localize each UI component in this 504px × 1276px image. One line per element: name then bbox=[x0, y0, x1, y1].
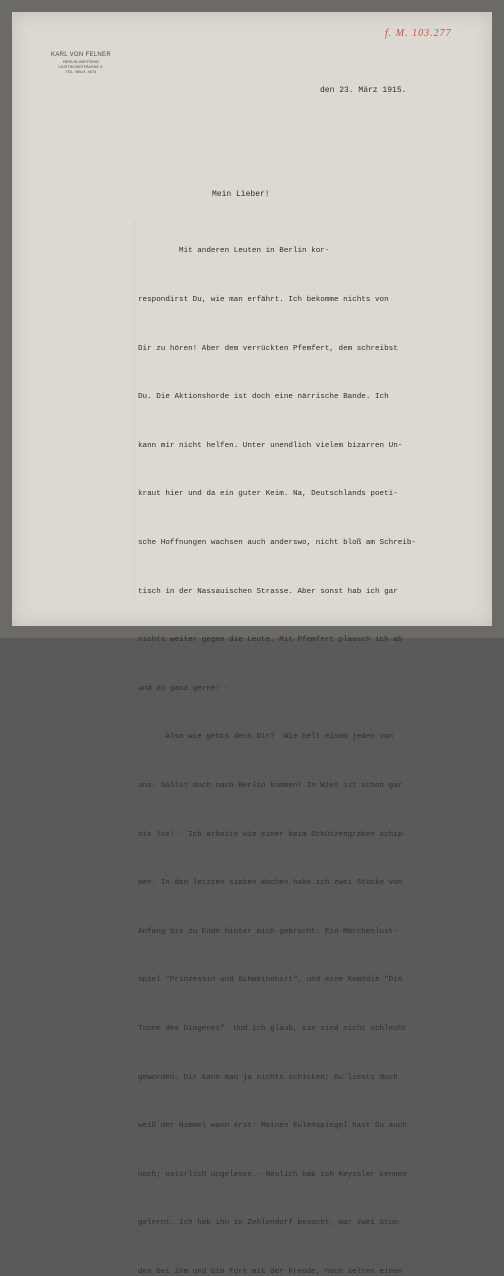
body-line: kann mir nicht helfen. Unter unendlich vielem bizarren Un- bbox=[138, 441, 403, 450]
body-line: kraut hier und da ein guter Keim. Na, Deutschlands poeti- bbox=[138, 490, 398, 499]
body-line: Tonne des Diogenes". Und ich glaub, sie sind nicht schlecht bbox=[138, 1024, 407, 1033]
body-line: und zu ganz gerne! - bbox=[138, 684, 230, 693]
body-line: sche Hoffnungen wachsen auch anderswo, nicht bloß am Schreib- bbox=[138, 538, 416, 547]
body-line: Also wie gehts denn Dir? Wie helt einem jeden von bbox=[138, 733, 394, 742]
body-line: respondirst Du, wie man erfährt. Ich bekomme nichts von bbox=[138, 296, 389, 304]
body-line: Du. Die Aktionshorde ist doch eine närrische Bande. Ich bbox=[138, 393, 389, 402]
letterhead-street: LEISTIKOWSTRASSE 2. bbox=[58, 64, 104, 69]
archive-number: f. M. 103.277 bbox=[385, 28, 452, 39]
body-line: Anfang bis zu Ende hinter mich gebracht: Ein Märchenlust- bbox=[138, 927, 398, 936]
body-line: geworden. Dir kann man ja nichts schicken; Du liests doch bbox=[138, 1073, 398, 1082]
body-line: nichts weiter gegen die Leute. Mit Pfemfert plausch ich ab bbox=[138, 636, 403, 645]
letterhead-city: BERLIN-WESTEND bbox=[63, 59, 99, 64]
body-line: nix los! - Ich arbeite wie einer beim Schützengraben schip- bbox=[138, 830, 407, 839]
body-line: Dir zu hören! Aber dem verrückten Pfemfert, dem schreibst bbox=[138, 344, 398, 353]
body-line: pen. In den letzten sieben Wochen habe ich zwei Stücke von bbox=[138, 879, 403, 888]
body-line: gelernt. Ich hab ihn in Zehlendorf besucht, war zwei Stun- bbox=[138, 1219, 403, 1228]
paper-fold bbox=[134, 220, 135, 600]
body-line: uns. Sollst doch nach Berlin kommen! In Wien ist schon gar bbox=[138, 781, 403, 790]
letter-date: den 23. März 1915. bbox=[320, 86, 407, 95]
body-line: den bei ihm und bin fort mit der Freude, noch selten einen bbox=[138, 1267, 403, 1276]
letterhead-name: KARL VON FELNER bbox=[51, 52, 111, 58]
letter-body bbox=[138, 211, 498, 1276]
body-line: Mit anderen Leuten in Berlin kor- bbox=[138, 247, 330, 256]
body-line: spiel "Prinzessin und Schweinehirt", und eine Komödie "Die bbox=[138, 976, 403, 985]
body-line: weiß der Himmel wann erst! Meinen Eulenspiegel hast Du auch bbox=[138, 1122, 407, 1131]
body-line: noch; natürlich ungelesen.- Neulich hab ich Keyssler kennen bbox=[138, 1170, 407, 1179]
salutation: Mein Lieber! bbox=[212, 190, 270, 199]
body-line: tisch in der Nassauischen Strasse. Aber sonst hab ich gar bbox=[138, 587, 398, 596]
letterhead-phone: TEL. WILH. 4074 bbox=[65, 69, 97, 74]
letterhead bbox=[46, 52, 116, 74]
